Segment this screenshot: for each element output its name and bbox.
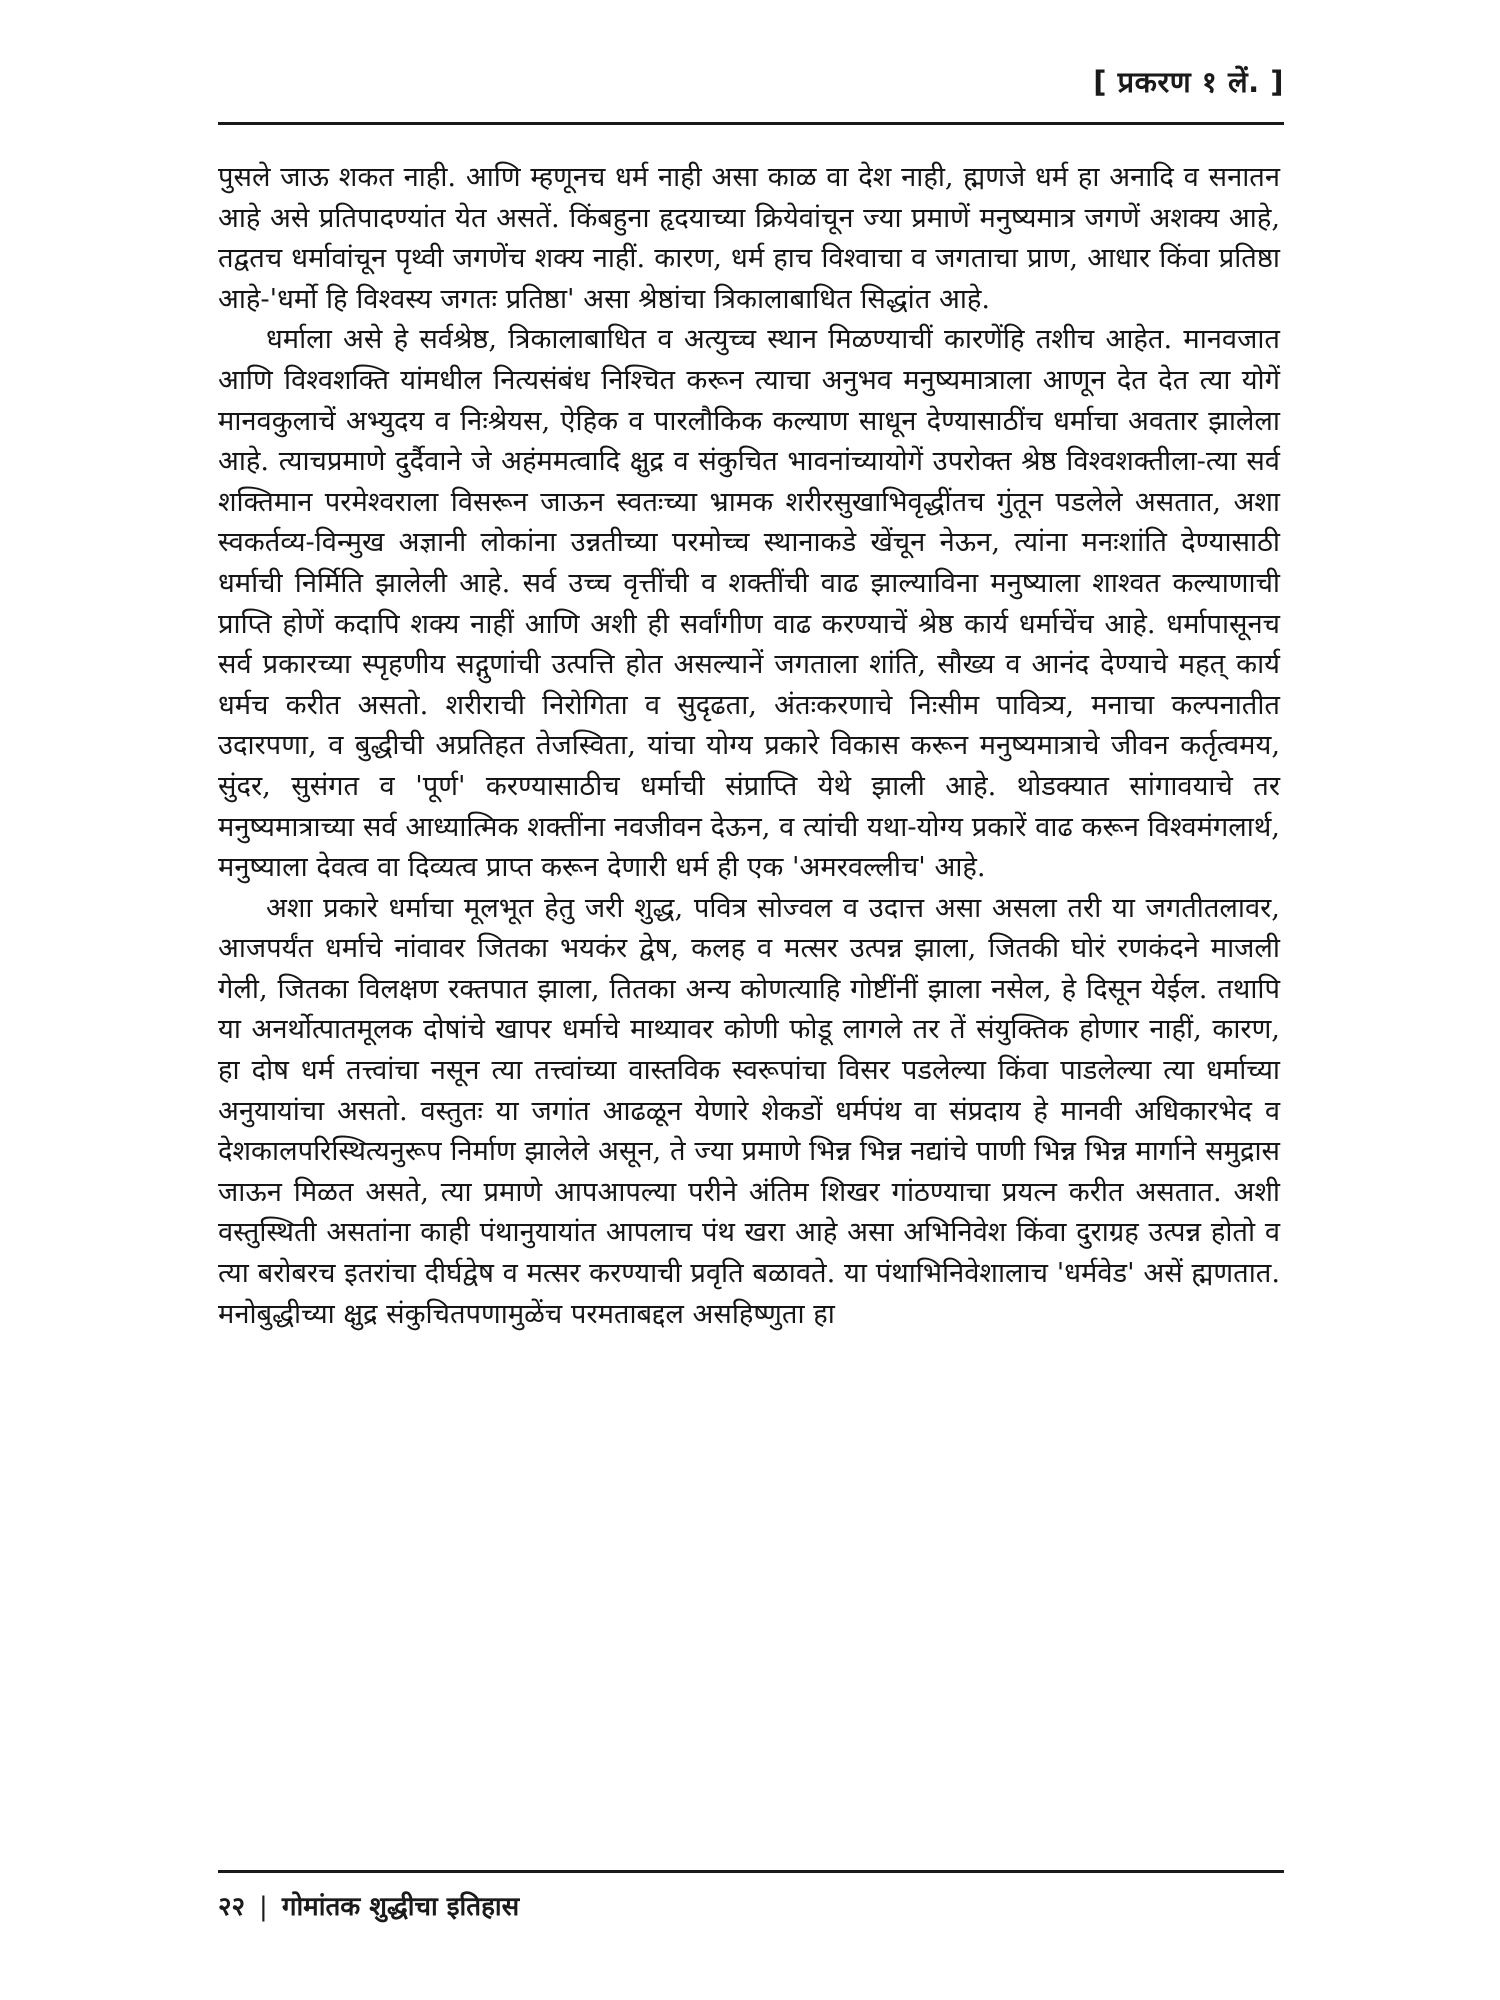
page-footer <box>218 1887 519 1923</box>
footer-rule <box>218 1870 1284 1873</box>
book-title: गोमांतक शुद्धीचा इतिहास <box>281 1892 520 1922</box>
chapter-header: [ प्रकरण १ लें. ] <box>1093 65 1284 99</box>
paragraph-1: पुसले जाऊ शकत नाही. आणि म्हणूनच धर्म नाही असा काळ वा देश नाही, ह्मणजे धर्म हा अनादि व सनातन आहे असे प्रतिपादण्यांत येत असतें. किंबहुना हृदयाच्या क्रियेवांचून ज्या प्रमाणें मनुष्यमात्र जगणें अशक्य आहे, तद्वतच धर्मावांचून पृथ्वी जगणेंच शक्य नाहीं. कारण, धर्म हाच विश्वाचा व जगताचा प्राण, आधार किंवा प्रतिष्ठा आहे-'धर्मो हि विश्वस्य जगतः प्रतिष्ठा' असा श्रेष्ठांचा त्रिकालाबाधित सिद्धांत आहे. <box>218 162 1280 315</box>
page-body <box>218 158 1280 1335</box>
header-rule <box>218 122 1284 125</box>
paragraph-3: अशा प्रकारे धर्माचा मूलभूत हेतु जरी शुद्ध, पवित्र सोज्वल व उदात्त असा असला तरी या जगतीतलावर, आजपर्यंत धर्माचे नांवावर जितका भयकंर द्वेष, कलह व मत्सर उत्पन्न झाला, जितकी घोरं रणकंदने माजली गेली, जितका विलक्षण रक्तपात झाला, तितका अन्य कोणत्याहि गोष्टींनीं झाला नसेल, हे दिसून येईल. तथापि या अनर्थोत्पातमूलक दोषांचे खापर धर्माचे माथ्यावर कोणी फोडू लागले तर तें संयुक्तिक होणार नाहीं, कारण, हा दोष धर्म तत्त्वांचा नसून त्या तत्त्वांच्या वास्तविक स्वरूपांचा विसर पडलेल्या किंवा पाडलेल्या त्या धर्माच्या अनुयायांचा असतो. वस्तुतः या जगांत आढळून येणारे शेकडों धर्मपंथ वा संप्रदाय हे मानवी अधिकारभेद व देशकालपरिस्थित्यनुरूप निर्माण झालेले असून, ते ज्या प्रमाणे भिन्न भिन्न नद्यांचे पाणी भिन्न भिन्न मार्गाने समुद्रास जाऊन मिळत असते, त्या प्रमाणे आपआपल्या परीने अंतिम शिखर गांठण्याचा प्रयत्न करीत असतात. अशी वस्तुस्थिती असतांना काही पंथानुयायांत आपलाच पंथ खरा आहे असा अभिनिवेश किंवा दुराग्रह उत्पन्न होतो व त्या बरोबरच इतरांचा दीर्घद्वेष व मत्सर करण्याची प्रवृति बळावते. या पंथाभिनिवेशालाच 'धर्मवेड' असें ह्मणतात. मनोबुद्धीच्या क्षुद्र संकुचितपणामुळेंच परमताबद्दल असहिष्णुता हा <box>218 892 1280 1330</box>
footer-separator: | <box>259 1892 268 1922</box>
paragraph-2: धर्माला असे हे सर्वश्रेष्ठ, त्रिकालाबाधित व अत्युच्च स्थान मिळण्याचीं कारणेंहि तशीच आहेत. मानवजात आणि विश्वशक्ति यांमधील नित्यसंबंध निश्चित करून त्याचा अनुभव मनुष्यमात्राला आणून देत देत त्या योगें मानवकुलाचें अभ्युदय व निःश्रेयस, ऐहिक व पारलौकिक कल्याण साधून देण्यासाठींच धर्माचा अवतार झालेला आहे. त्याचप्रमाणे दुर्दैवाने जे अहंममत्वादि क्षुद्र व संकुचित भावनांच्यायोगें उपरोक्त श्रेष्ठ विश्वशक्तीला-त्या सर्व शक्तिमान परमेश्वराला विसरून जाऊन स्वतःच्या भ्रामक शरीरसुखाभिवृद्धींतच गुंतून पडलेले असतात, अशा स्वकर्तव्य-विन्मुख अज्ञानी लोकांना उन्नतीच्या परमोच्च स्थानाकडे खेंचून नेऊन, त्यांना मनःशांति देण्यासाठी धर्माची निर्मिति झालेली आहे. सर्व उच्च वृत्तींची व शक्तींची वाढ झाल्याविना मनुष्याला शाश्वत कल्याणाची प्राप्ति होणें कदापि शक्य नाहीं आणि अशी ही सर्वांगीण वाढ करण्याचें श्रेष्ठ कार्य धर्माचेंच आहे. धर्मापासूनच सर्व प्रकारच्या स्पृहणीय सद्गुणांची उत्पत्ति होत असल्यानें जगताला शांति, सौख्य व आनंद देण्याचे महत् कार्य धर्मच करीत असतो. शरीराची निरोगिता व सुदृढता, अंतःकरणाचे निःसीम पावित्र्य, मनाचा कल्पनातीत उदारपणा, व बुद्धीची अप्रतिहत तेजस्विता, यांचा योग्य प्रकारे विकास करून मनुष्यमात्राचे जीवन कर्तृत्वमय, सुंदर, सुसंगत व 'पूर्ण' करण्यासाठीच धर्माची संप्राप्ति येथे झाली आहे. थोडक्यात सांगावयाचे तर मनुष्यमात्राच्या सर्व आध्यात्मिक शक्तींना नवजीवन देऊन, व त्यांची यथा-योग्य प्रकारें वाढ करून विश्वमंगलार्थ, मनुष्याला देवत्व वा दिव्यत्व प्राप्त करून देणारी धर्म ही एक 'अमरवल्लीच' आहे. <box>218 324 1280 884</box>
page-number: २२ <box>218 1892 246 1922</box>
